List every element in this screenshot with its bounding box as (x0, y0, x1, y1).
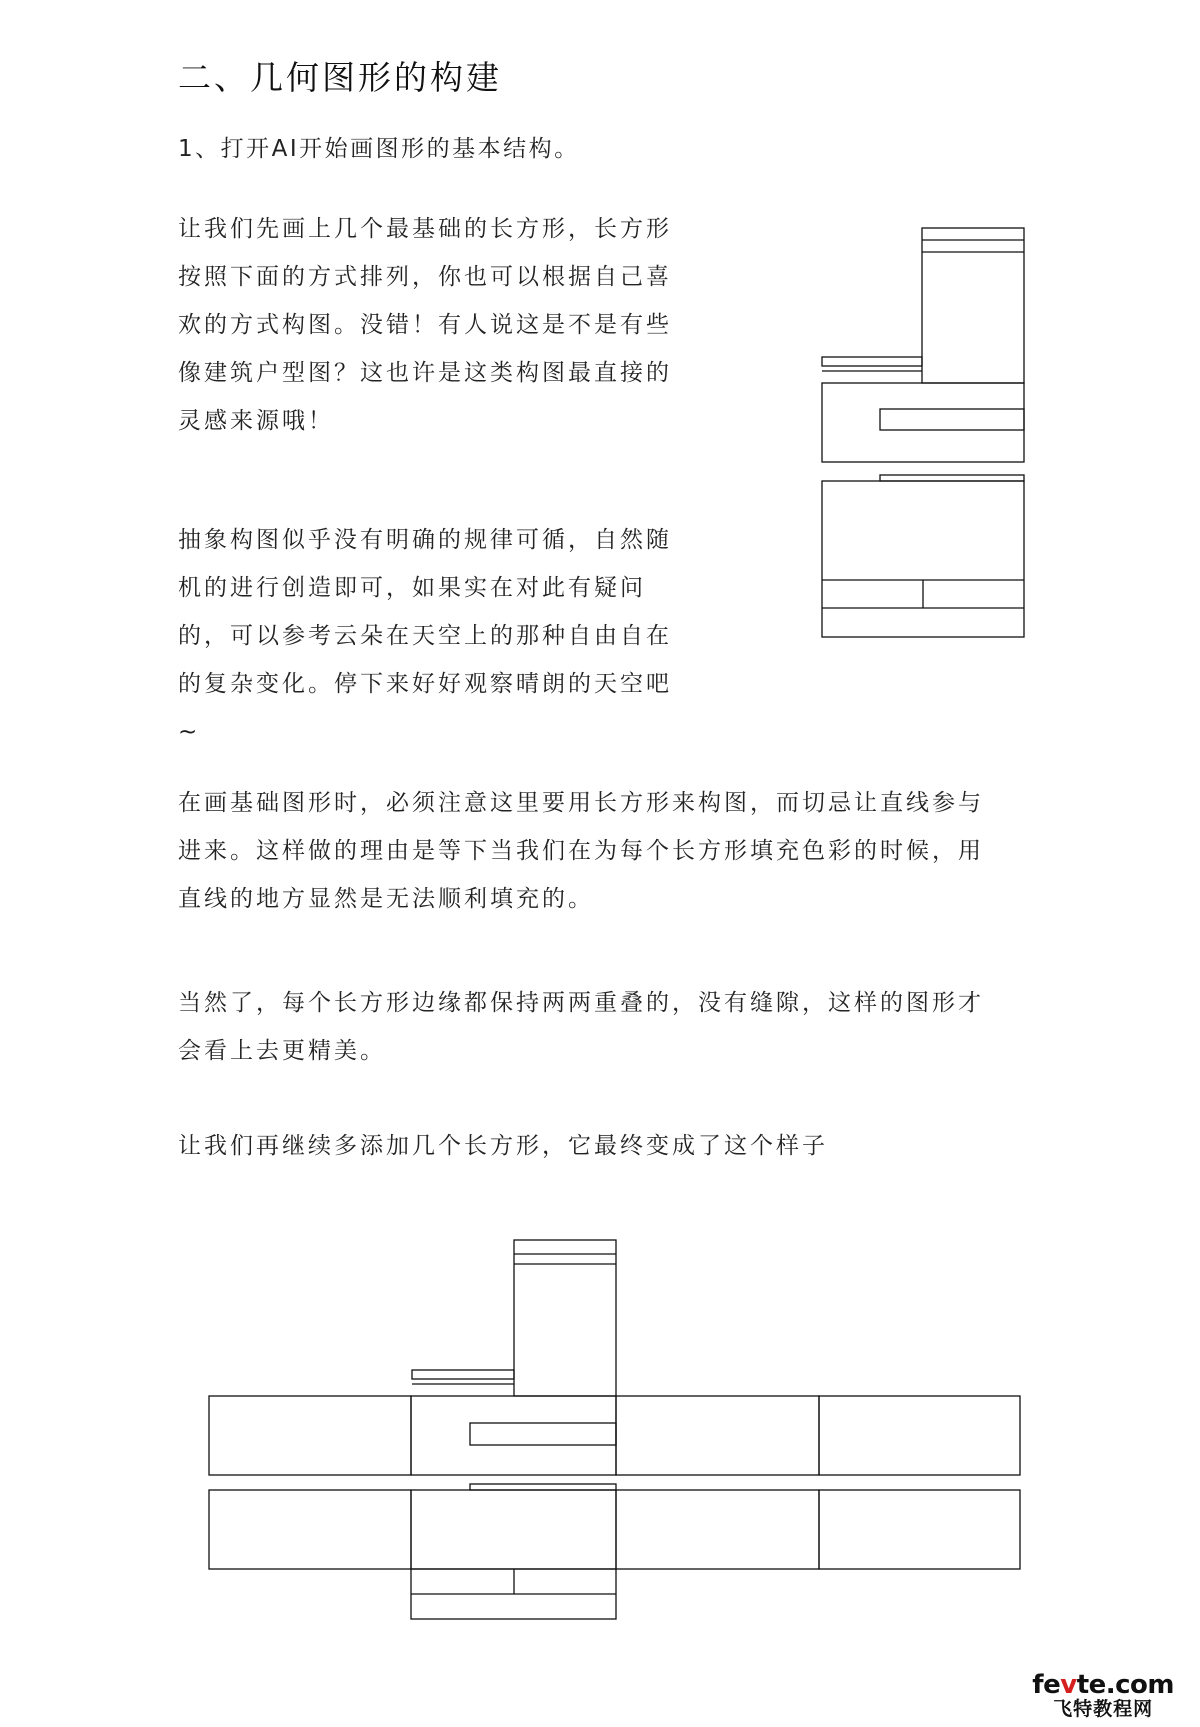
figure1-inner-bar (880, 409, 1024, 430)
step-1-text: 1、打开AI开始画图形的基本结构。 (178, 136, 580, 162)
figure2-row2-rect (616, 1490, 819, 1569)
watermark-subtitle: 飞特教程网 (1053, 1698, 1154, 1720)
basic-structure-figure (820, 225, 1030, 645)
figure2-inner-bar (470, 1423, 616, 1445)
figure2-row1-rect (209, 1396, 411, 1475)
figure2-row1-rect (616, 1396, 819, 1475)
figure2-row2-rect (209, 1490, 411, 1569)
watermark-logo (1032, 1672, 1174, 1698)
figure2-small-strip (470, 1484, 616, 1490)
section-heading: 二、几何图形的构建 (178, 58, 502, 97)
watermark-logo-accent: v (1060, 1670, 1077, 1700)
extended-structure-figure (205, 1235, 1025, 1615)
figure2-row2-rect (819, 1490, 1020, 1569)
paragraph-abstract: 抽象构图似乎没有明确的规律可循，自然随机的进行创造即可，如果实在对此有疑问的，可以参考云朵在天空上的那种自由自在的复杂变化。停下来好好观察晴朗的天空吧~ (178, 527, 672, 745)
figure2-row1-rect (411, 1396, 616, 1475)
figure1-tall-rect (922, 228, 1024, 383)
paragraph-intro: 让我们先画上几个最基础的长方形，长方形按照下面的方式排列，你也可以根据自己喜欢的方式构图。没错！有人说这是不是有些像建筑户型图？这也许是这类构图最直接的灵感来源哦！ (178, 216, 672, 434)
figure2-row2-rect (411, 1490, 616, 1569)
figure1-middle-rect (822, 383, 1024, 462)
paragraph-overlap-note: 当然了，每个长方形边缘都保持两两重叠的，没有缝隙，这样的图形才会看上去更精美。 (178, 990, 984, 1064)
figure2-thin-strip (412, 1370, 514, 1379)
figure2-row1-rect (819, 1396, 1020, 1475)
figure1-thin-strip (822, 357, 922, 366)
site-watermark (1032, 1672, 1174, 1719)
paragraph-rectangles-note: 在画基础图形时，必须注意这里要用长方形来构图，而切忌让直线参与进来。这样做的理由是等下当我们在为每个长方形填充色彩的时候，用直线的地方显然是无法顺利填充的。 (178, 790, 984, 912)
watermark-logo-part: fe (1032, 1670, 1061, 1700)
paragraph-more-rects: 让我们再继续多添加几个长方形，它最终变成了这个样子 (178, 1133, 828, 1159)
figure1-bottom-rect (822, 481, 1024, 637)
watermark-logo-part: te.com (1076, 1670, 1174, 1700)
figure1-small-top-strip (880, 475, 1024, 481)
